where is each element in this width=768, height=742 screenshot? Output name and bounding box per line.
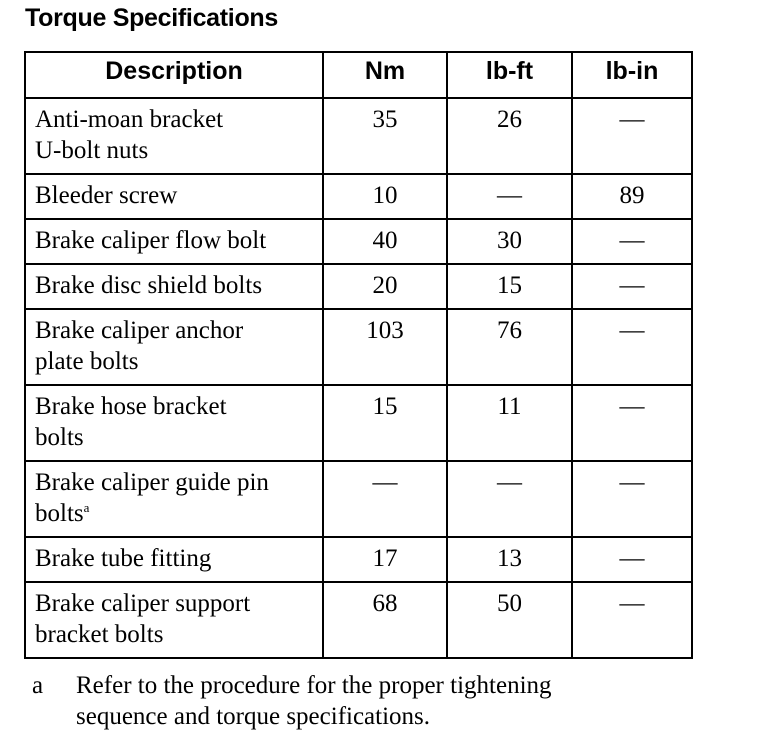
footnote-reference: a [83, 500, 90, 515]
table-header-row [25, 52, 692, 98]
description-line-text: Brake caliper guide pin [35, 469, 269, 496]
cell-nm: 10 [323, 174, 447, 219]
page-title: Torque Specifications [25, 4, 279, 32]
description-line-text: Anti-moan bracket [35, 106, 224, 133]
cell-lb-in: 89 [572, 174, 692, 219]
footnote-marker: a [32, 672, 44, 699]
cell-description [25, 385, 323, 461]
cell-nm: — [323, 461, 447, 537]
cell-description [25, 219, 323, 264]
table-row [25, 582, 692, 658]
cell-description [25, 582, 323, 658]
cell-lb-in: — [572, 264, 692, 309]
cell-lb-ft: 30 [447, 219, 572, 264]
cell-description [25, 264, 323, 309]
table-row [25, 309, 692, 385]
cell-lb-ft: 11 [447, 385, 572, 461]
footnote-text-line: sequence and torque specifications. [76, 703, 431, 730]
description-line [35, 315, 318, 346]
description-line [35, 422, 318, 453]
cell-nm: 15 [323, 385, 447, 461]
cell-description [25, 537, 323, 582]
description-line [35, 391, 318, 422]
cell-lb-ft: 26 [447, 98, 572, 174]
footnote-text-line: Refer to the procedure for the proper tightening [76, 672, 552, 699]
description-line-text: Brake hose bracket [35, 393, 227, 420]
table-row [25, 174, 692, 219]
table-row [25, 537, 692, 582]
description-line-text: bracket bolts [35, 621, 164, 648]
description-line-text: bolts [35, 500, 84, 527]
cell-description [25, 98, 323, 174]
description-line [35, 543, 318, 574]
cell-nm: 40 [323, 219, 447, 264]
description-line-text: Brake tube fitting [35, 545, 212, 572]
cell-lb-ft: 15 [447, 264, 572, 309]
cell-lb-ft: 50 [447, 582, 572, 658]
description-line-text: Brake caliper flow bolt [35, 227, 267, 254]
column-header-nm: Nm [323, 52, 447, 98]
description-line [35, 498, 318, 529]
description-line [35, 270, 318, 301]
cell-nm: 35 [323, 98, 447, 174]
table-row [25, 98, 692, 174]
description-line-text: Brake caliper anchor [35, 317, 244, 344]
description-line [35, 135, 318, 166]
cell-lb-in: — [572, 582, 692, 658]
cell-lb-ft: — [447, 174, 572, 219]
cell-description [25, 309, 323, 385]
table-row [25, 461, 692, 537]
description-line [35, 346, 318, 377]
cell-nm: 20 [323, 264, 447, 309]
description-line [35, 225, 318, 256]
cell-nm: 17 [323, 537, 447, 582]
cell-nm: 103 [323, 309, 447, 385]
description-line-text: bolts [35, 424, 84, 451]
cell-lb-in: — [572, 98, 692, 174]
column-header-lb-in: lb-in [572, 52, 692, 98]
cell-lb-ft: — [447, 461, 572, 537]
description-line-text: Bleeder screw [35, 182, 178, 209]
column-header-description: Description [25, 52, 323, 98]
column-header-lb-ft: lb-ft [447, 52, 572, 98]
table-row [25, 264, 692, 309]
table-row [25, 385, 692, 461]
cell-lb-in: — [572, 219, 692, 264]
cell-nm: 68 [323, 582, 447, 658]
cell-lb-ft: 76 [447, 309, 572, 385]
table-row [25, 219, 692, 264]
description-line-text: U-bolt nuts [35, 137, 149, 164]
cell-lb-in: — [572, 461, 692, 537]
cell-lb-in: — [572, 385, 692, 461]
cell-description [25, 461, 323, 537]
description-line-text: Brake caliper support [35, 590, 251, 617]
cell-lb-in: — [572, 537, 692, 582]
description-line-text: plate bolts [35, 348, 139, 375]
cell-lb-in: — [572, 309, 692, 385]
cell-lb-ft: 13 [447, 537, 572, 582]
description-line [35, 588, 318, 619]
torque-spec-table [24, 51, 693, 659]
description-line [35, 104, 318, 135]
cell-description [25, 174, 323, 219]
description-line [35, 180, 318, 211]
description-line-text: Brake disc shield bolts [35, 272, 263, 299]
table-body [25, 98, 692, 658]
footnote-text [76, 670, 676, 732]
description-line [35, 467, 318, 498]
description-line [35, 619, 318, 650]
